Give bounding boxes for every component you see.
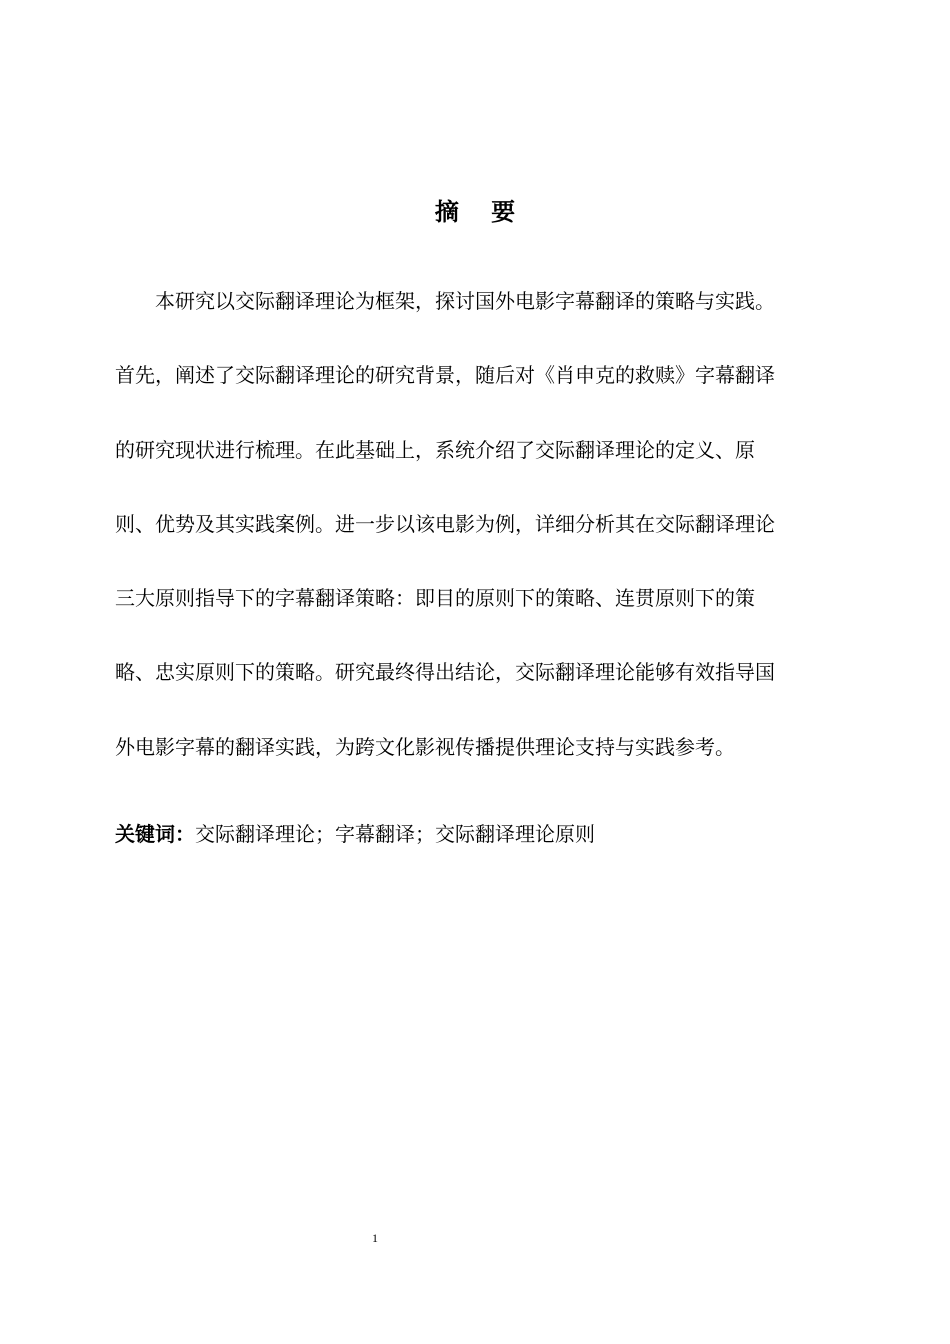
abstract-body xyxy=(115,264,855,784)
keywords xyxy=(115,818,855,850)
abstract-line: 的研究现状进行梳理。在此基础上，系统介绍了交际翻译理论的定义、原 xyxy=(115,437,755,462)
page-number: 1 xyxy=(372,1231,378,1245)
abstract-line: 首先，阐述了交际翻译理论的研究背景，随后对《肖申克的救赎》字幕翻译 xyxy=(115,363,775,388)
abstract-line: 则、优势及其实践案例。进一步以该电影为例，详细分析其在交际翻译理论 xyxy=(115,511,775,536)
abstract-line: 三大原则指导下的字幕翻译策略：即目的原则下的策略、连贯原则下的策 xyxy=(115,586,755,611)
abstract-line: 本研究以交际翻译理论为框架，探讨国外电影字幕翻译的策略与实践。 xyxy=(155,289,775,313)
keywords-label: 关键词： xyxy=(115,822,195,846)
keywords-text: 交际翻译理论；字幕翻译；交际翻译理论原则 xyxy=(195,822,595,846)
abstract-line: 外电影字幕的翻译实践，为跨文化影视传播提供理论支持与实践参考。 xyxy=(115,734,735,759)
abstract-title: 摘 要 xyxy=(434,198,528,226)
abstract-line: 略、忠实原则下的策略。研究最终得出结论，交际翻译理论能够有效指导国 xyxy=(115,660,775,685)
